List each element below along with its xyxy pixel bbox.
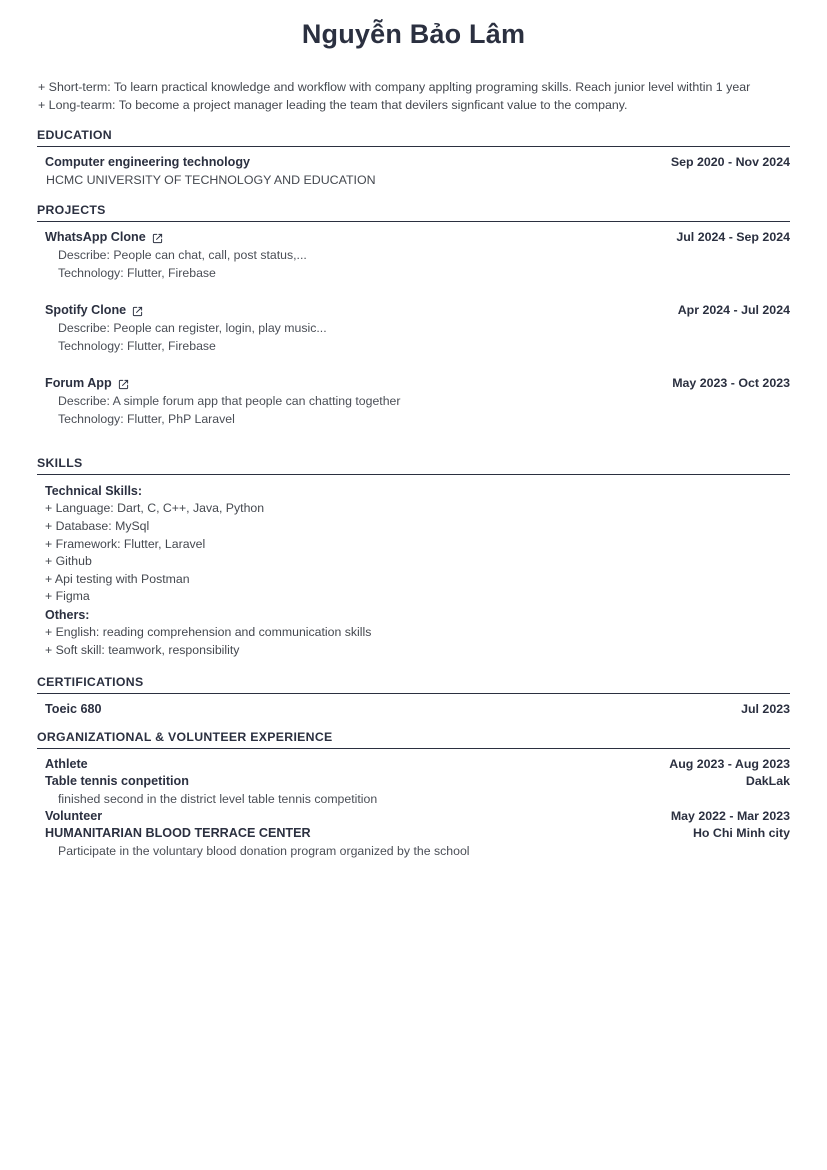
education-entry xyxy=(45,154,790,189)
external-link-icon[interactable] xyxy=(118,379,129,390)
project-describe: Describe: People can chat, call, post status,... xyxy=(58,248,307,263)
organizational-role: Volunteer xyxy=(45,809,103,824)
project-technology: Technology: Flutter, Firebase xyxy=(58,339,216,354)
skill-item: + Language: Dart, C, C++, Java, Python xyxy=(45,501,265,516)
section-title-projects: PROJECTS xyxy=(37,203,790,222)
section-education xyxy=(37,128,790,189)
objective-long-term: + Long-tearm: To become a project manager leading the team that devilers signficant value to the company. xyxy=(38,98,628,113)
education-body xyxy=(37,147,790,189)
education-degree: Computer engineering technology xyxy=(45,155,251,170)
external-link-icon[interactable] xyxy=(152,233,163,244)
project-describe: Describe: People can register, login, play music... xyxy=(58,321,327,336)
skill-item: + Api testing with Postman xyxy=(45,571,190,586)
section-skills xyxy=(37,456,790,659)
contact-separator xyxy=(423,57,426,69)
skill-group-heading: Technical Skills: xyxy=(45,484,143,499)
organizational-role-row xyxy=(45,808,790,825)
project-entry xyxy=(45,375,790,428)
skill-item: + Database: MySql xyxy=(45,518,150,533)
organizational-entry xyxy=(45,756,790,808)
certification-date: Jul 2023 xyxy=(741,702,790,717)
project-entry-row xyxy=(45,302,790,319)
skill-group-others xyxy=(45,606,790,659)
resume-header xyxy=(0,0,827,70)
contact-separator xyxy=(401,57,404,69)
organizational-org-row xyxy=(45,773,790,790)
section-title-education: EDUCATION xyxy=(37,128,790,147)
skill-group-technical xyxy=(45,482,790,606)
education-entry-row xyxy=(45,154,790,171)
skills-body xyxy=(37,475,790,659)
external-link-icon[interactable] xyxy=(132,306,143,317)
skill-item: + Framework: Flutter, Laravel xyxy=(45,536,206,551)
project-entry xyxy=(45,302,790,355)
project-entry-row xyxy=(45,375,790,392)
organizational-date: Aug 2023 - Aug 2023 xyxy=(669,757,790,772)
project-title-group xyxy=(45,229,163,246)
organizational-entry xyxy=(45,808,790,860)
projects-body xyxy=(37,222,790,428)
section-certifications xyxy=(37,675,790,718)
organizational-role: Athlete xyxy=(45,757,88,772)
organizational-location: DakLak xyxy=(745,774,790,789)
section-organizational-experience xyxy=(37,730,790,860)
skill-item: + Figma xyxy=(45,589,90,604)
candidate-name: Nguyễn Bảo Lâm xyxy=(301,19,526,49)
objective-short-term: + Short-term: To learn practical knowledge and workflow with company applting programing skills. Reach junior level withtin 1 year xyxy=(38,80,751,95)
section-title-organizational: ORGANIZATIONAL & VOLUNTEER EXPERIENCE xyxy=(37,730,790,749)
organizational-organization: HUMANITARIAN BLOOD TERRACE CENTER xyxy=(45,826,311,841)
section-projects xyxy=(37,203,790,428)
education-date: Sep 2020 - Nov 2024 xyxy=(670,155,790,170)
project-date: Apr 2024 - Jul 2024 xyxy=(677,303,790,318)
project-technology: Technology: Flutter, Firebase xyxy=(58,266,216,281)
organizational-role-row xyxy=(45,756,790,773)
project-entry-row xyxy=(45,229,790,246)
skill-item: + Github xyxy=(45,554,92,569)
certification-entry xyxy=(45,701,790,718)
contact-info-line xyxy=(0,56,827,70)
project-date: Jul 2024 - Sep 2024 xyxy=(676,230,790,245)
project-name: Forum App xyxy=(45,376,112,391)
project-name: WhatsApp Clone xyxy=(45,230,146,245)
organizational-org-row xyxy=(45,825,790,842)
career-objective-block xyxy=(37,78,790,114)
organizational-organization: Table tennis conpetition xyxy=(45,774,189,789)
organizational-body xyxy=(37,749,790,860)
project-title-group xyxy=(45,302,143,319)
project-date: May 2023 - Oct 2023 xyxy=(672,376,790,391)
project-describe: Describe: A simple forum app that people can chatting together xyxy=(58,394,401,409)
project-entry xyxy=(45,229,790,282)
skill-item: + English: reading comprehension and communication skills xyxy=(45,624,372,639)
section-title-skills: SKILLS xyxy=(37,456,790,475)
project-technology: Technology: Flutter, PhP Laravel xyxy=(58,412,235,427)
certifications-body xyxy=(37,694,790,718)
organizational-detail: finished second in the district level table tennis competition xyxy=(58,792,378,807)
project-title-group xyxy=(45,375,129,392)
education-school: HCMC UNIVERSITY OF TECHNOLOGY AND EDUCATION xyxy=(46,173,376,188)
organizational-location: Ho Chi Minh city xyxy=(692,826,790,841)
organizational-date: May 2022 - Mar 2023 xyxy=(670,809,790,824)
skill-group-heading: Others: xyxy=(45,607,90,622)
certification-name: Toeic 680 xyxy=(45,702,102,717)
section-title-certifications: CERTIFICATIONS xyxy=(37,675,790,694)
project-name: Spotify Clone xyxy=(45,303,127,318)
organizational-detail: Participate in the voluntary blood donation program organized by the school xyxy=(58,844,470,859)
skill-item: + Soft skill: teamwork, responsibility xyxy=(45,642,240,657)
resume-content xyxy=(0,78,827,860)
